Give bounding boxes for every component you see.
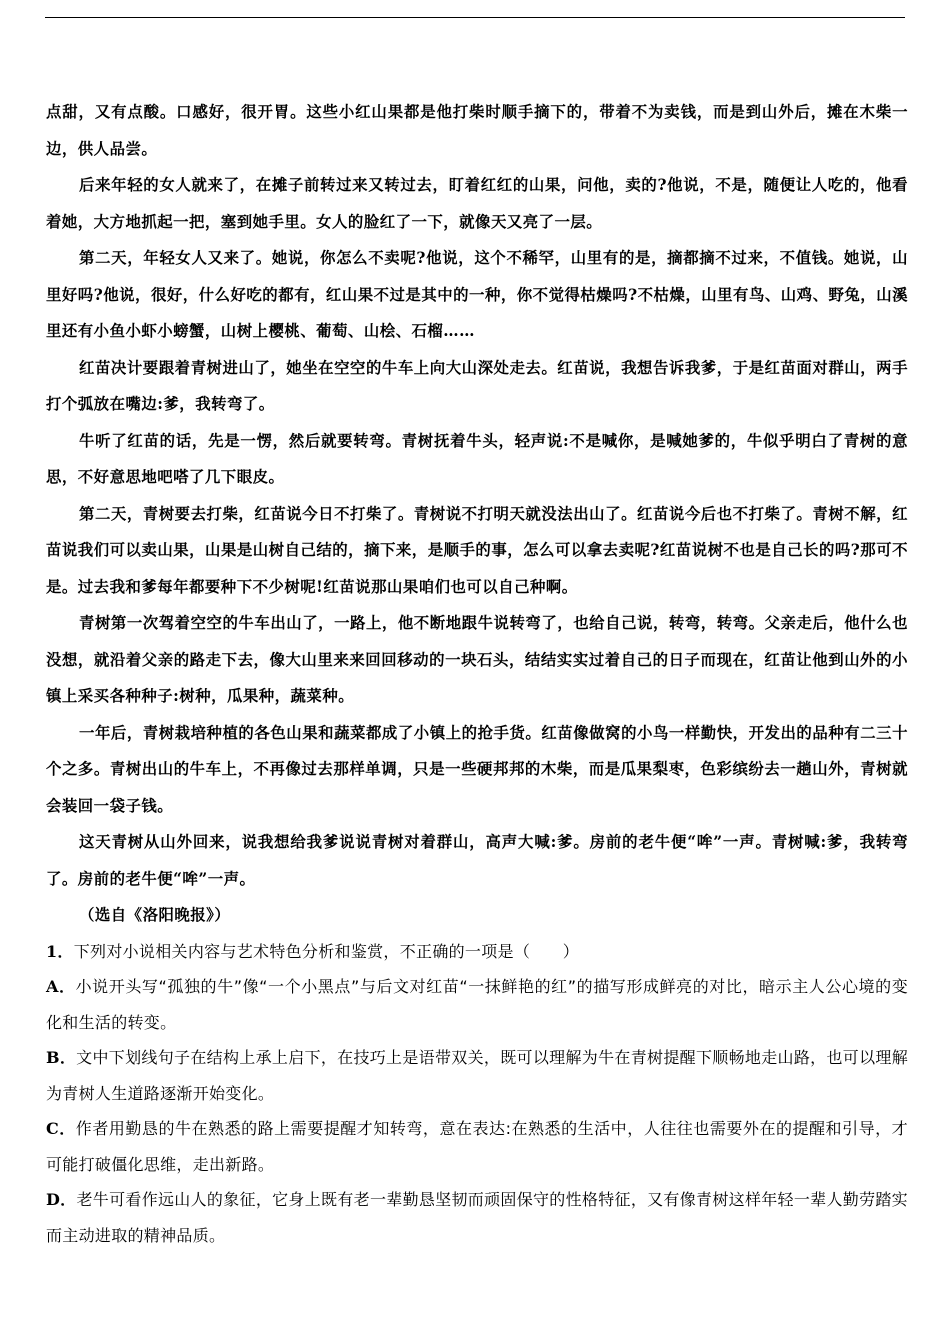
story-paragraph: 青树第一次驾着空空的牛车出山了，一路上，他不断地跟牛说转弯了，也给自己说，转弯，转弯。父亲走后，他什么也没想，就沿着父亲的路走下去，像大山里来来回回移动的一块石头，结结实实过着自己的日子而现在，红苗让他到山外的小镇上采买各种种子:树种，瓜果种，蔬菜种。 — [46, 614, 908, 705]
story-text — [46, 94, 908, 934]
option-text: 作者用勤恳的牛在熟悉的路上需要提醒才知转弯，意在表达:在熟悉的生活中，人往往也需要外在的提醒和引导，才可能打破僵化思维，走出新路。 — [46, 1119, 908, 1174]
story-paragraph: 第二天，青树要去打柴，红苗说今日不打柴了。青树说不打明天就没法出山了。红苗说今后也不打柴了。青树不解，红苗说我们可以卖山果，山果是山树自己结的，摘下来，是顺手的事，怎么可以拿去卖呢?红苗说树不也是自己长的吗?那可不是。过去我和爹每年都要种下不少树呢!红苗说那山果咱们也可以自己种啊。 — [46, 504, 908, 596]
option-c — [46, 1111, 908, 1182]
story-paragraph: 牛听了红苗的话，先是一愣，然后就要转弯。青树抚着牛头，轻声说:不是喊你，是喊她爹的，牛似乎明白了青树的意思，不好意思地吧嗒了几下眼皮。 — [46, 431, 908, 486]
option-label: D． — [46, 1190, 77, 1209]
option-text: 文中下划线句子在结构上承上启下，在技巧上是语带双关，既可以理解为牛在青树提醒下顺畅地走山路，也可以理解为青树人生道路逐渐开始变化。 — [46, 1048, 908, 1103]
header-rule — [45, 17, 905, 18]
story-paragraph: 后来年轻的女人就来了，在摊子前转过来又转过去，盯着红红的山果，问他，卖的?他说，不是，随便让人吃的，他看着她，大方地抓起一把，塞到她手里。女人的脸红了一下，就像天又亮了一层。 — [46, 176, 908, 231]
option-d — [46, 1182, 908, 1253]
option-a — [46, 969, 908, 1040]
question-number: 1． — [46, 941, 74, 961]
question-prompt — [46, 934, 908, 970]
story-source: （选自《洛阳晚报》） — [79, 906, 231, 924]
option-b — [46, 1040, 908, 1111]
story-paragraph: 点甜，又有点酸。口感好，很开胃。这些小红山果都是他打柴时顺手摘下的，带着不为卖钱，而是到山外后，摊在木柴一边，供人品尝。 — [46, 103, 908, 158]
option-label: A． — [46, 977, 76, 996]
option-label: C． — [46, 1119, 76, 1138]
page-content — [46, 94, 908, 1253]
story-paragraph: 红苗决计要跟着青树进山了，她坐在空空的牛车上向大山深处走去。红苗说，我想告诉我爹，于是红苗面对群山，两手打个弧放在嘴边:爹，我转弯了。 — [46, 358, 908, 413]
option-label: B． — [46, 1048, 77, 1067]
story-paragraph: 这天青树从山外回来，说我想给我爹说说青树对着群山，高声大喊:爹。房前的老牛便“哞”一声。青树喊:爹，我转弯了。房前的老牛便“哞”一声。 — [46, 833, 908, 888]
option-text: 小说开头写“孤独的牛”像“一个小黑点”与后文对红苗“一抹鲜艳的红”的描写形成鲜亮的对比，暗示主人公心境的变化和生活的转变。 — [46, 977, 909, 1032]
story-paragraph: 一年后，青树栽培种植的各色山果和蔬菜都成了小镇上的抢手货。红苗像做窝的小鸟一样勤快，开发出的品种有二三十个之多。青树出山的牛车上，不再像过去那样单调，只是一些硬邦邦的木柴，而是瓜果梨枣，色彩缤纷去一趟山外，青树就会装回一袋子钱。 — [46, 723, 908, 815]
question-block — [46, 934, 908, 1254]
option-text: 老牛可看作远山人的象征，它身上既有老一辈勤恳坚韧而顽固保守的性格特征，又有像青树这样年轻一辈人勤劳踏实而主动进取的精神品质。 — [46, 1190, 908, 1245]
question-text: 下列对小说相关内容与艺术特色分析和鉴赏，不正确的一项是（ ） — [73, 941, 580, 961]
story-paragraph: 第二天，年轻女人又来了。她说，你怎么不卖呢?他说，这个不稀罕，山里有的是，摘都摘不过来，不值钱。她说，山里好吗?他说，很好，什么好吃的都有，红山果不过是其中的一种，你不觉得枯燥吗?不枯燥，山里有鸟、山鸡、野兔，山溪里还有小鱼小虾小螃蟹，山树上樱桃、葡萄、山桧、石榴…… — [46, 249, 908, 340]
